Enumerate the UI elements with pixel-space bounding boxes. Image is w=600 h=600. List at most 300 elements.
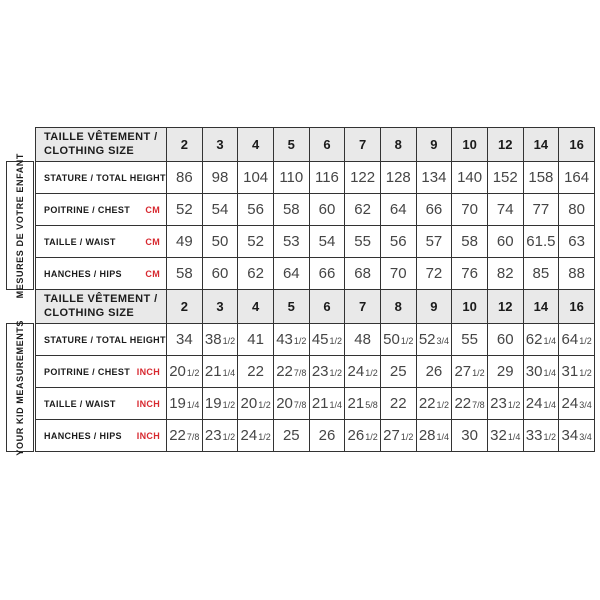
value-fraction: 1/2	[579, 368, 592, 378]
measurement-label-cell	[36, 226, 167, 258]
value-number: 34	[175, 331, 193, 348]
value-cell	[202, 194, 238, 226]
value-fraction: 1/2	[436, 400, 450, 410]
value-cell	[559, 420, 595, 452]
value-number: 45	[311, 331, 329, 348]
value-number: 62	[525, 331, 543, 348]
value-cell	[380, 226, 416, 258]
value-number: 43	[276, 331, 293, 348]
measurement-label-wrap	[36, 205, 166, 215]
value-number: 88	[568, 265, 585, 282]
measurement-row	[36, 258, 595, 290]
value-fraction: 1/4	[543, 400, 556, 410]
side-label-box-cm	[6, 152, 34, 299]
value-cell	[523, 258, 559, 290]
value-number: 72	[425, 265, 443, 282]
size-header-row	[36, 290, 595, 324]
value-cell	[238, 388, 274, 420]
value-cell	[380, 194, 416, 226]
value-fraction: 1/2	[400, 336, 414, 346]
value-number: 60	[211, 265, 229, 282]
size-header-line1: TAILLE VÊTEMENT /	[44, 293, 158, 306]
value-number: 122	[350, 169, 376, 186]
value-cell	[452, 388, 488, 420]
value-cell	[345, 258, 381, 290]
size-header-text	[36, 293, 166, 319]
unit-label: CM	[145, 204, 160, 215]
size-col-header: 14	[523, 290, 559, 324]
value-number: 52	[247, 233, 264, 250]
size-col-header: 2	[167, 290, 203, 324]
value-cell	[309, 258, 345, 290]
value-number: 68	[354, 265, 371, 282]
value-fraction: 3/4	[579, 432, 592, 442]
value-cell	[559, 226, 595, 258]
value-cell	[487, 324, 523, 356]
unit-label: CM	[145, 236, 160, 247]
value-number: 56	[389, 233, 407, 250]
value-number: 50	[211, 233, 229, 250]
size-header-text	[36, 131, 166, 157]
value-cell	[452, 356, 488, 388]
measurement-label-wrap	[36, 431, 166, 441]
value-number: 116	[314, 169, 339, 186]
value-number: 24	[525, 395, 543, 412]
unit-label: INCH	[136, 398, 160, 409]
value-fraction: 1/4	[222, 368, 236, 378]
value-number: 30	[525, 363, 543, 380]
value-cell	[559, 356, 595, 388]
measurement-row	[36, 356, 595, 388]
value-cell	[167, 388, 203, 420]
value-number: 152	[492, 169, 518, 186]
value-number: 50	[383, 331, 400, 348]
value-number: 21	[204, 363, 222, 380]
value-number: 27	[383, 427, 400, 444]
value-cell	[273, 226, 309, 258]
measurement-label-cell	[36, 324, 167, 356]
value-cell	[273, 194, 309, 226]
size-table-body	[36, 128, 595, 452]
value-cell	[523, 194, 559, 226]
value-number: 104	[243, 169, 269, 186]
value-number: 22	[389, 395, 407, 412]
value-cell	[273, 162, 309, 194]
value-cell	[273, 258, 309, 290]
value-fraction: 1/2	[400, 432, 414, 442]
value-number: 20	[169, 363, 186, 380]
value-number: 20	[276, 395, 293, 412]
value-cell	[167, 162, 203, 194]
size-col-header: 7	[345, 290, 381, 324]
size-col-header: 3	[202, 128, 238, 162]
value-cell	[273, 356, 309, 388]
value-cell	[416, 258, 452, 290]
value-cell	[167, 356, 203, 388]
value-cell	[345, 226, 381, 258]
value-fraction: 1/2	[186, 368, 200, 378]
size-col-header: 12	[487, 128, 523, 162]
value-cell	[202, 162, 238, 194]
value-fraction: 1/2	[329, 368, 343, 378]
value-number: 128	[385, 169, 411, 186]
value-number: 32	[490, 427, 507, 444]
value-number: 64	[282, 265, 300, 282]
size-header-cell	[36, 290, 167, 324]
value-number: 23	[311, 363, 329, 380]
value-cell	[487, 258, 523, 290]
value-number: 66	[425, 201, 443, 218]
value-number: 61.5	[526, 233, 556, 250]
value-fraction: 5/8	[365, 400, 378, 410]
size-table	[35, 127, 595, 452]
value-cell	[345, 324, 381, 356]
value-cell	[202, 356, 238, 388]
measurement-label: POITRINE / CHEST	[44, 366, 131, 377]
value-cell	[238, 162, 274, 194]
value-cell	[523, 420, 559, 452]
value-number: 55	[461, 331, 478, 348]
value-cell	[487, 226, 523, 258]
value-number: 24	[240, 427, 258, 444]
measurement-label: STATURE / TOTAL HEIGHT	[44, 334, 166, 345]
value-number: 54	[318, 233, 336, 250]
value-number: 140	[457, 169, 483, 186]
value-cell	[523, 162, 559, 194]
value-fraction: 1/2	[293, 336, 307, 346]
value-fraction: 1/4	[543, 336, 556, 346]
value-fraction: 1/2	[222, 336, 236, 346]
measurement-label-cell	[36, 388, 167, 420]
size-col-header: 5	[273, 128, 309, 162]
unit-label: INCH	[136, 430, 160, 441]
value-cell	[380, 258, 416, 290]
value-number: 64	[561, 331, 579, 348]
unit-label: CM	[145, 268, 160, 279]
value-number: 54	[211, 201, 229, 218]
value-cell	[380, 324, 416, 356]
value-cell	[167, 226, 203, 258]
value-cell	[487, 356, 523, 388]
measurement-row	[36, 194, 595, 226]
measurement-label-cell	[36, 420, 167, 452]
size-col-header: 5	[273, 290, 309, 324]
value-fraction: 1/2	[543, 432, 556, 442]
value-number: 22	[169, 427, 186, 444]
value-number: 34	[561, 427, 579, 444]
value-number: 58	[175, 265, 193, 282]
value-cell	[167, 194, 203, 226]
measurement-label-wrap	[36, 335, 166, 345]
value-cell	[559, 258, 595, 290]
value-cell	[380, 162, 416, 194]
value-fraction: 1/4	[507, 432, 521, 442]
value-cell	[238, 356, 274, 388]
size-col-header: 14	[523, 128, 559, 162]
value-number: 52	[175, 201, 193, 218]
value-number: 74	[496, 201, 514, 218]
value-fraction: 1/2	[222, 432, 236, 442]
value-cell	[380, 420, 416, 452]
measurement-label-wrap	[36, 269, 166, 279]
value-cell	[309, 226, 345, 258]
measurement-row	[36, 324, 595, 356]
value-fraction: 7/8	[472, 400, 485, 410]
side-label-box-inch	[6, 319, 34, 456]
value-number: 38	[204, 331, 222, 348]
side-label-cm-text: MESURES DE VOTRE ENFANT	[15, 152, 25, 299]
value-number: 48	[354, 331, 371, 348]
value-fraction: 1/2	[365, 368, 378, 378]
value-cell	[416, 420, 452, 452]
value-number: 56	[247, 201, 264, 218]
size-header-line2: CLOTHING SIZE	[44, 144, 135, 157]
value-number: 53	[282, 233, 300, 250]
value-fraction: 3/4	[436, 336, 450, 346]
value-fraction: 7/8	[293, 400, 307, 410]
value-number: 30	[461, 427, 478, 444]
value-cell	[416, 162, 452, 194]
size-col-header: 3	[202, 290, 238, 324]
value-cell	[559, 388, 595, 420]
value-number: 58	[461, 233, 478, 250]
measurement-label: TAILLE / WAIST	[44, 398, 116, 409]
side-label-inch-text: YOUR KID MEASUREMENTS	[15, 319, 25, 456]
value-fraction: 1/2	[365, 432, 378, 442]
size-col-header: 4	[238, 290, 274, 324]
value-number: 23	[490, 395, 507, 412]
size-col-header: 2	[167, 128, 203, 162]
value-cell	[309, 162, 345, 194]
size-col-header: 6	[309, 290, 345, 324]
value-number: 22	[418, 395, 436, 412]
value-number: 20	[240, 395, 258, 412]
value-fraction: 1/2	[472, 368, 485, 378]
value-number: 26	[318, 427, 336, 444]
size-header-line1: TAILLE VÊTEMENT /	[44, 131, 158, 144]
value-cell	[167, 258, 203, 290]
value-number: 28	[418, 427, 436, 444]
value-number: 60	[496, 233, 514, 250]
measurement-label-cell	[36, 194, 167, 226]
value-number: 55	[354, 233, 371, 250]
measurement-label-wrap	[36, 399, 166, 409]
value-number: 85	[532, 265, 550, 282]
value-cell	[452, 420, 488, 452]
value-cell	[416, 194, 452, 226]
value-cell	[309, 356, 345, 388]
value-number: 82	[496, 265, 514, 282]
value-cell	[238, 194, 274, 226]
value-number: 80	[568, 201, 585, 218]
measurement-label: POITRINE / CHEST	[44, 204, 131, 215]
measurement-label-wrap	[36, 173, 166, 183]
value-number: 24	[347, 363, 365, 380]
value-number: 76	[461, 265, 478, 282]
value-cell	[452, 258, 488, 290]
value-cell	[559, 324, 595, 356]
size-header-row	[36, 128, 595, 162]
value-number: 49	[175, 233, 193, 250]
value-cell	[238, 324, 274, 356]
size-col-header: 4	[238, 128, 274, 162]
value-cell	[309, 388, 345, 420]
value-number: 22	[454, 395, 472, 412]
size-header-cell	[36, 128, 167, 162]
value-number: 62	[354, 201, 371, 218]
measurement-label-cell	[36, 162, 167, 194]
value-cell	[416, 324, 452, 356]
value-number: 25	[389, 363, 407, 380]
size-col-header: 16	[559, 128, 595, 162]
unit-label: INCH	[136, 366, 160, 377]
value-number: 62	[247, 265, 264, 282]
value-cell	[238, 258, 274, 290]
value-cell	[345, 356, 381, 388]
value-cell	[523, 356, 559, 388]
value-fraction: 1/2	[258, 400, 271, 410]
size-col-header: 8	[380, 128, 416, 162]
value-number: 63	[568, 233, 585, 250]
value-number: 26	[425, 363, 443, 380]
value-fraction: 1/4	[329, 400, 343, 410]
value-cell	[523, 226, 559, 258]
value-number: 60	[318, 201, 336, 218]
value-number: 23	[204, 427, 222, 444]
value-cell	[416, 388, 452, 420]
value-cell	[345, 420, 381, 452]
measurement-row	[36, 226, 595, 258]
value-number: 66	[318, 265, 336, 282]
value-number: 98	[211, 169, 229, 186]
size-col-header: 10	[452, 128, 488, 162]
value-fraction: 1/4	[186, 400, 200, 410]
size-col-header: 8	[380, 290, 416, 324]
value-cell	[238, 226, 274, 258]
value-cell	[167, 324, 203, 356]
value-cell	[452, 226, 488, 258]
value-number: 26	[347, 427, 365, 444]
value-cell	[273, 420, 309, 452]
measurement-row	[36, 162, 595, 194]
value-cell	[202, 258, 238, 290]
value-number: 134	[421, 169, 447, 186]
value-cell	[202, 324, 238, 356]
value-cell	[309, 420, 345, 452]
size-col-header: 16	[559, 290, 595, 324]
value-number: 29	[496, 363, 514, 380]
value-cell	[487, 162, 523, 194]
size-col-header: 9	[416, 290, 452, 324]
value-number: 110	[279, 169, 304, 186]
size-col-header: 7	[345, 128, 381, 162]
measurement-label: TAILLE / WAIST	[44, 236, 116, 247]
measurement-label-cell	[36, 356, 167, 388]
value-cell	[487, 420, 523, 452]
value-number: 164	[564, 169, 590, 186]
value-cell	[273, 324, 309, 356]
value-number: 21	[347, 395, 365, 412]
value-cell	[202, 226, 238, 258]
value-cell	[452, 194, 488, 226]
value-cell	[416, 356, 452, 388]
value-number: 77	[532, 201, 550, 218]
value-number: 19	[204, 395, 222, 412]
value-cell	[380, 356, 416, 388]
value-cell	[487, 194, 523, 226]
value-number: 70	[389, 265, 407, 282]
value-number: 22	[247, 363, 264, 380]
value-number: 24	[561, 395, 579, 412]
value-number: 60	[496, 331, 514, 348]
measurement-label-wrap	[36, 367, 166, 377]
value-number: 19	[169, 395, 186, 412]
value-number: 22	[276, 363, 293, 380]
value-number: 158	[528, 169, 554, 186]
size-col-header: 12	[487, 290, 523, 324]
value-fraction: 1/4	[543, 368, 556, 378]
value-cell	[380, 388, 416, 420]
value-cell	[202, 420, 238, 452]
value-fraction: 7/8	[293, 368, 307, 378]
value-cell	[452, 324, 488, 356]
measurement-row	[36, 420, 595, 452]
value-cell	[487, 388, 523, 420]
value-cell	[309, 324, 345, 356]
size-col-header: 9	[416, 128, 452, 162]
measurement-label: STATURE / TOTAL HEIGHT	[44, 172, 166, 183]
value-fraction: 7/8	[186, 432, 200, 442]
value-fraction: 1/2	[222, 400, 236, 410]
value-number: 58	[282, 201, 300, 218]
value-fraction: 3/4	[579, 400, 592, 410]
value-cell	[345, 162, 381, 194]
value-fraction: 1/2	[258, 432, 271, 442]
value-number: 33	[525, 427, 543, 444]
value-number: 31	[561, 363, 579, 380]
size-col-header: 10	[452, 290, 488, 324]
value-number: 86	[175, 169, 193, 186]
value-number: 21	[311, 395, 329, 412]
size-header-line2: CLOTHING SIZE	[44, 306, 135, 319]
value-number: 52	[418, 331, 436, 348]
value-number: 57	[425, 233, 443, 250]
value-cell	[167, 420, 203, 452]
value-cell	[559, 162, 595, 194]
value-cell	[273, 388, 309, 420]
value-cell	[309, 194, 345, 226]
value-cell	[416, 226, 452, 258]
measurement-label: HANCHES / HIPS	[44, 268, 122, 279]
value-cell	[345, 388, 381, 420]
measurement-label-cell	[36, 258, 167, 290]
size-col-header: 6	[309, 128, 345, 162]
measurement-label: HANCHES / HIPS	[44, 430, 122, 441]
value-cell	[345, 194, 381, 226]
value-number: 27	[454, 363, 472, 380]
value-cell	[559, 194, 595, 226]
value-number: 41	[247, 331, 264, 348]
value-fraction: 1/4	[436, 432, 450, 442]
value-fraction: 1/2	[579, 336, 592, 346]
value-cell	[202, 388, 238, 420]
value-number: 25	[282, 427, 300, 444]
measurement-row	[36, 388, 595, 420]
value-cell	[452, 162, 488, 194]
value-number: 70	[461, 201, 478, 218]
value-fraction: 1/2	[329, 336, 343, 346]
measurement-label-wrap	[36, 237, 166, 247]
